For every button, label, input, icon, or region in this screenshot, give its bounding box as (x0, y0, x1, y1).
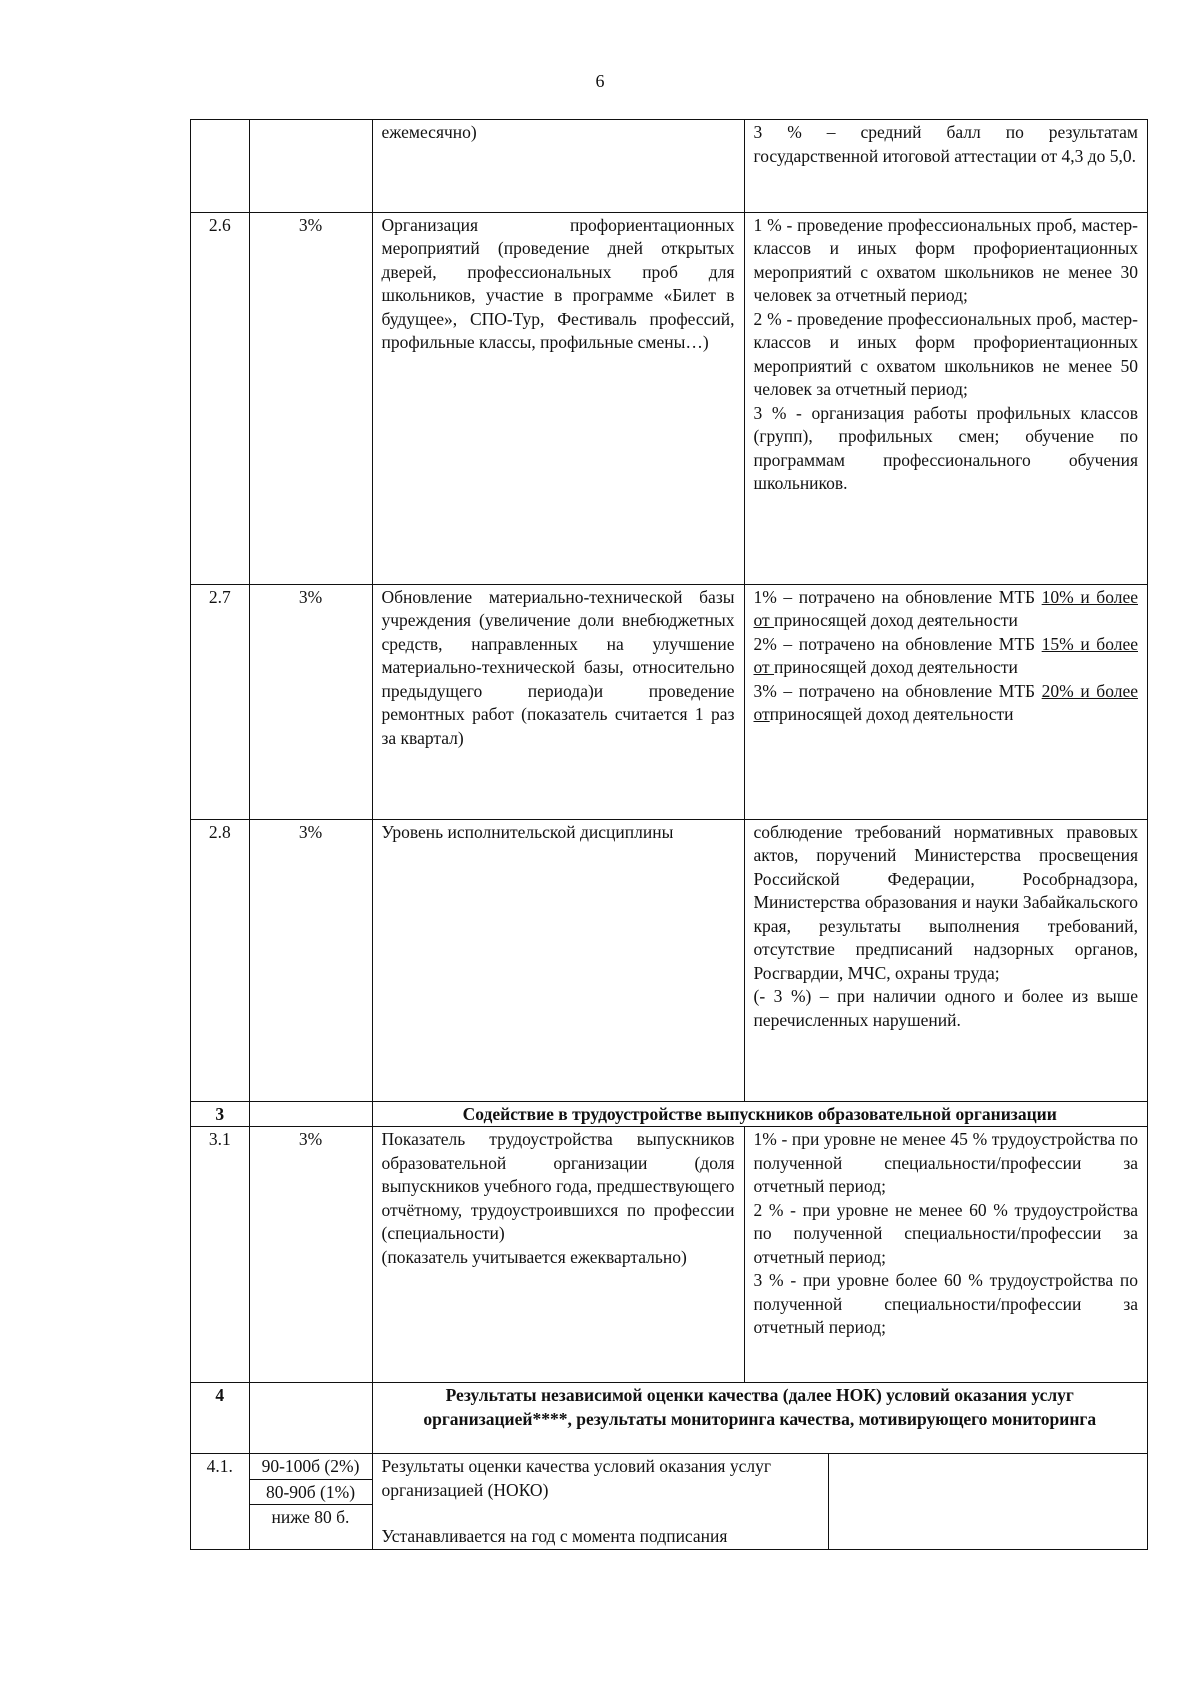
row-4-1-criteria (828, 1454, 1147, 1549)
criterion-part-pre: 2% – потрачено на обновление МТБ (753, 633, 1042, 654)
row-2-8-criterion-1: соблюдение требований нормативных правовых актов, поручений Министерства просвещения Российской Федерации, Рособрнадзора, Министерства образования и науки Забайкальского края, результаты выполнения требований, отсутствие предписаний надзорных органов, Росгвардии, МЧС, охраны труда; (753, 821, 1138, 983)
row-3-1-indicator (372, 1127, 744, 1383)
section-4-number: 4 (191, 1383, 249, 1454)
criterion-part-post: приносящей доход деятельности (774, 657, 1018, 677)
row-cont (191, 120, 1147, 212)
section-3-number: 3 (191, 1101, 249, 1127)
section-4-title: Результаты независимой оценки качества (далее НОК) условий оказания услуг организацией****, результаты мониторинга качества, мотивирующего мониторинга (372, 1383, 1147, 1454)
row-2-7-criterion-1 (754, 586, 1139, 633)
row-2-8-criterion-2: (- 3 %) – при наличии одного и более из выше перечисленных нарушений. (753, 986, 1138, 1030)
criterion-part-post: приносящей доход деятельности (774, 610, 1018, 630)
row-2-6-indicator: Организация профориентационных мероприятий (проведение дней открытых дверей, профессиональных проб для школьников, участие в программе «Билет в будущее», СПО-Тур, Фестиваль профессий, профильные классы, профильные смены…) (372, 212, 744, 584)
section-3-title: Содействие в трудоустройстве выпускников образовательной организации (372, 1101, 1147, 1127)
row-2-7-criterion-3 (754, 680, 1139, 727)
row-4-1-indicator (372, 1454, 828, 1549)
row-2-7-number: 2.7 (191, 584, 249, 819)
row-2-6-number: 2.6 (191, 212, 249, 584)
row-2-8-percent: 3% (249, 819, 372, 1101)
criterion-part-u: 15% и более от (753, 633, 1138, 677)
score-low: ниже 80 б. (271, 1507, 350, 1527)
main-table (191, 120, 1147, 1454)
row-2-6-criterion-3: 3 % - организация работы профильных классов (групп), профильных смен; обучение по программам профессионального обучения школьников. (753, 402, 1138, 493)
row-2-8-indicator: Уровень исполнительской дисциплины (372, 819, 744, 1101)
row-2-7-indicator: Обновление материально-технической базы учреждения (увеличение доли внебюджетных средств, направленных на улучшение материально-технической базы, относительно предыдущего периода)и проведение ремонтных работ (показатель считается 1 раз за квартал) (372, 584, 744, 819)
row-3-1-criterion-2: 2 % - при уровне не менее 60 % трудоустройства по полученной специальности/профессии за отчетный период; (753, 1199, 1138, 1267)
score-high: 90-100б (2%) (250, 1454, 372, 1480)
criterion-part-pre: 1% – потрачено на обновление МТБ (753, 586, 1042, 607)
row-3-1-criterion-3: 3 % - при уровне более 60 % трудоустройства по полученной специальности/профессии за отчетный период; (753, 1270, 1138, 1337)
row-3-1-indicator-note: (показатель учитывается ежеквартально) (381, 1246, 687, 1267)
section-4-row (191, 1383, 1147, 1454)
row-4-1-scores (249, 1454, 372, 1549)
row-cont-percent (249, 120, 372, 212)
row-2-6-percent: 3% (249, 212, 372, 584)
row-2-8-number: 2.8 (191, 819, 249, 1101)
row-3-1-indicator-text: Показатель трудоустройства выпускников образовательной организации (доля выпускников учебного года, предшествующего отчётному, трудоустроившихся по профессии (специальности) (381, 1129, 735, 1243)
row-cont-indicator: ежемесячно) (372, 120, 744, 212)
row-2-6-criterion-2: 2 % - проведение профессиональных проб, мастер-классов и иных форм профориентационных мероприятий с охватом школьников не менее 50 человек за отчетный период; (753, 308, 1138, 399)
row-4-1-indicator-note: Устанавливается на год с момента подписания (381, 1526, 728, 1546)
section-3-row (191, 1101, 1147, 1127)
row-2-8 (191, 819, 1147, 1101)
criterion-part-u: 10% и более от (753, 586, 1138, 630)
row-4-1-indicator-text: Результаты оценки качества условий оказания услуг организацией (НОКО) (381, 1456, 772, 1500)
row-2-6 (191, 212, 1147, 584)
score-mid: 80-90б (1%) (250, 1480, 372, 1506)
row-3-1-criterion-1: 1% - при уровне не менее 45 % трудоустройства по полученной специальности/профессии за отчетный период; (753, 1129, 1138, 1196)
row-2-7-percent: 3% (249, 584, 372, 819)
criterion-part-pre: 3% – потрачено на обновление МТБ (753, 680, 1042, 701)
row-2-7-criterion-2 (754, 633, 1139, 680)
row-4-1-number: 4.1. (191, 1454, 249, 1549)
row-3-1-percent: 3% (249, 1127, 372, 1383)
criteria-table (190, 119, 1148, 1550)
section-4-empty (249, 1383, 372, 1454)
row-cont-criterion-1: 3 % – средний балл по результатам государственной итоговой аттестации от 4,3 до 5,0. (753, 122, 1138, 166)
page-number: 6 (595, 71, 605, 91)
row-2-8-criteria (744, 819, 1147, 1101)
row-2-6-criterion-1: 1 % - проведение профессиональных проб, мастер-классов и иных форм профориентационных мероприятий с охватом школьников не менее 30 человек за отчетный период; (753, 214, 1138, 305)
row-cont-criteria (744, 120, 1147, 212)
row-2-6-criteria (744, 212, 1147, 584)
row-3-1-criteria (744, 1127, 1147, 1383)
row-3-1 (191, 1127, 1147, 1383)
row-4-1-spacer (382, 1502, 819, 1525)
section-3-empty (249, 1101, 372, 1127)
criterion-part-u: 20% и более от (753, 680, 1138, 724)
row-4-1 (191, 1454, 1147, 1549)
row-cont-number (191, 120, 249, 212)
row-3-1-number: 3.1 (191, 1127, 249, 1383)
criterion-part-post: приносящей доход деятельности (769, 704, 1014, 724)
row-4-1-table (191, 1454, 1147, 1550)
row-2-7 (191, 584, 1147, 819)
row-2-7-criteria (744, 584, 1147, 819)
